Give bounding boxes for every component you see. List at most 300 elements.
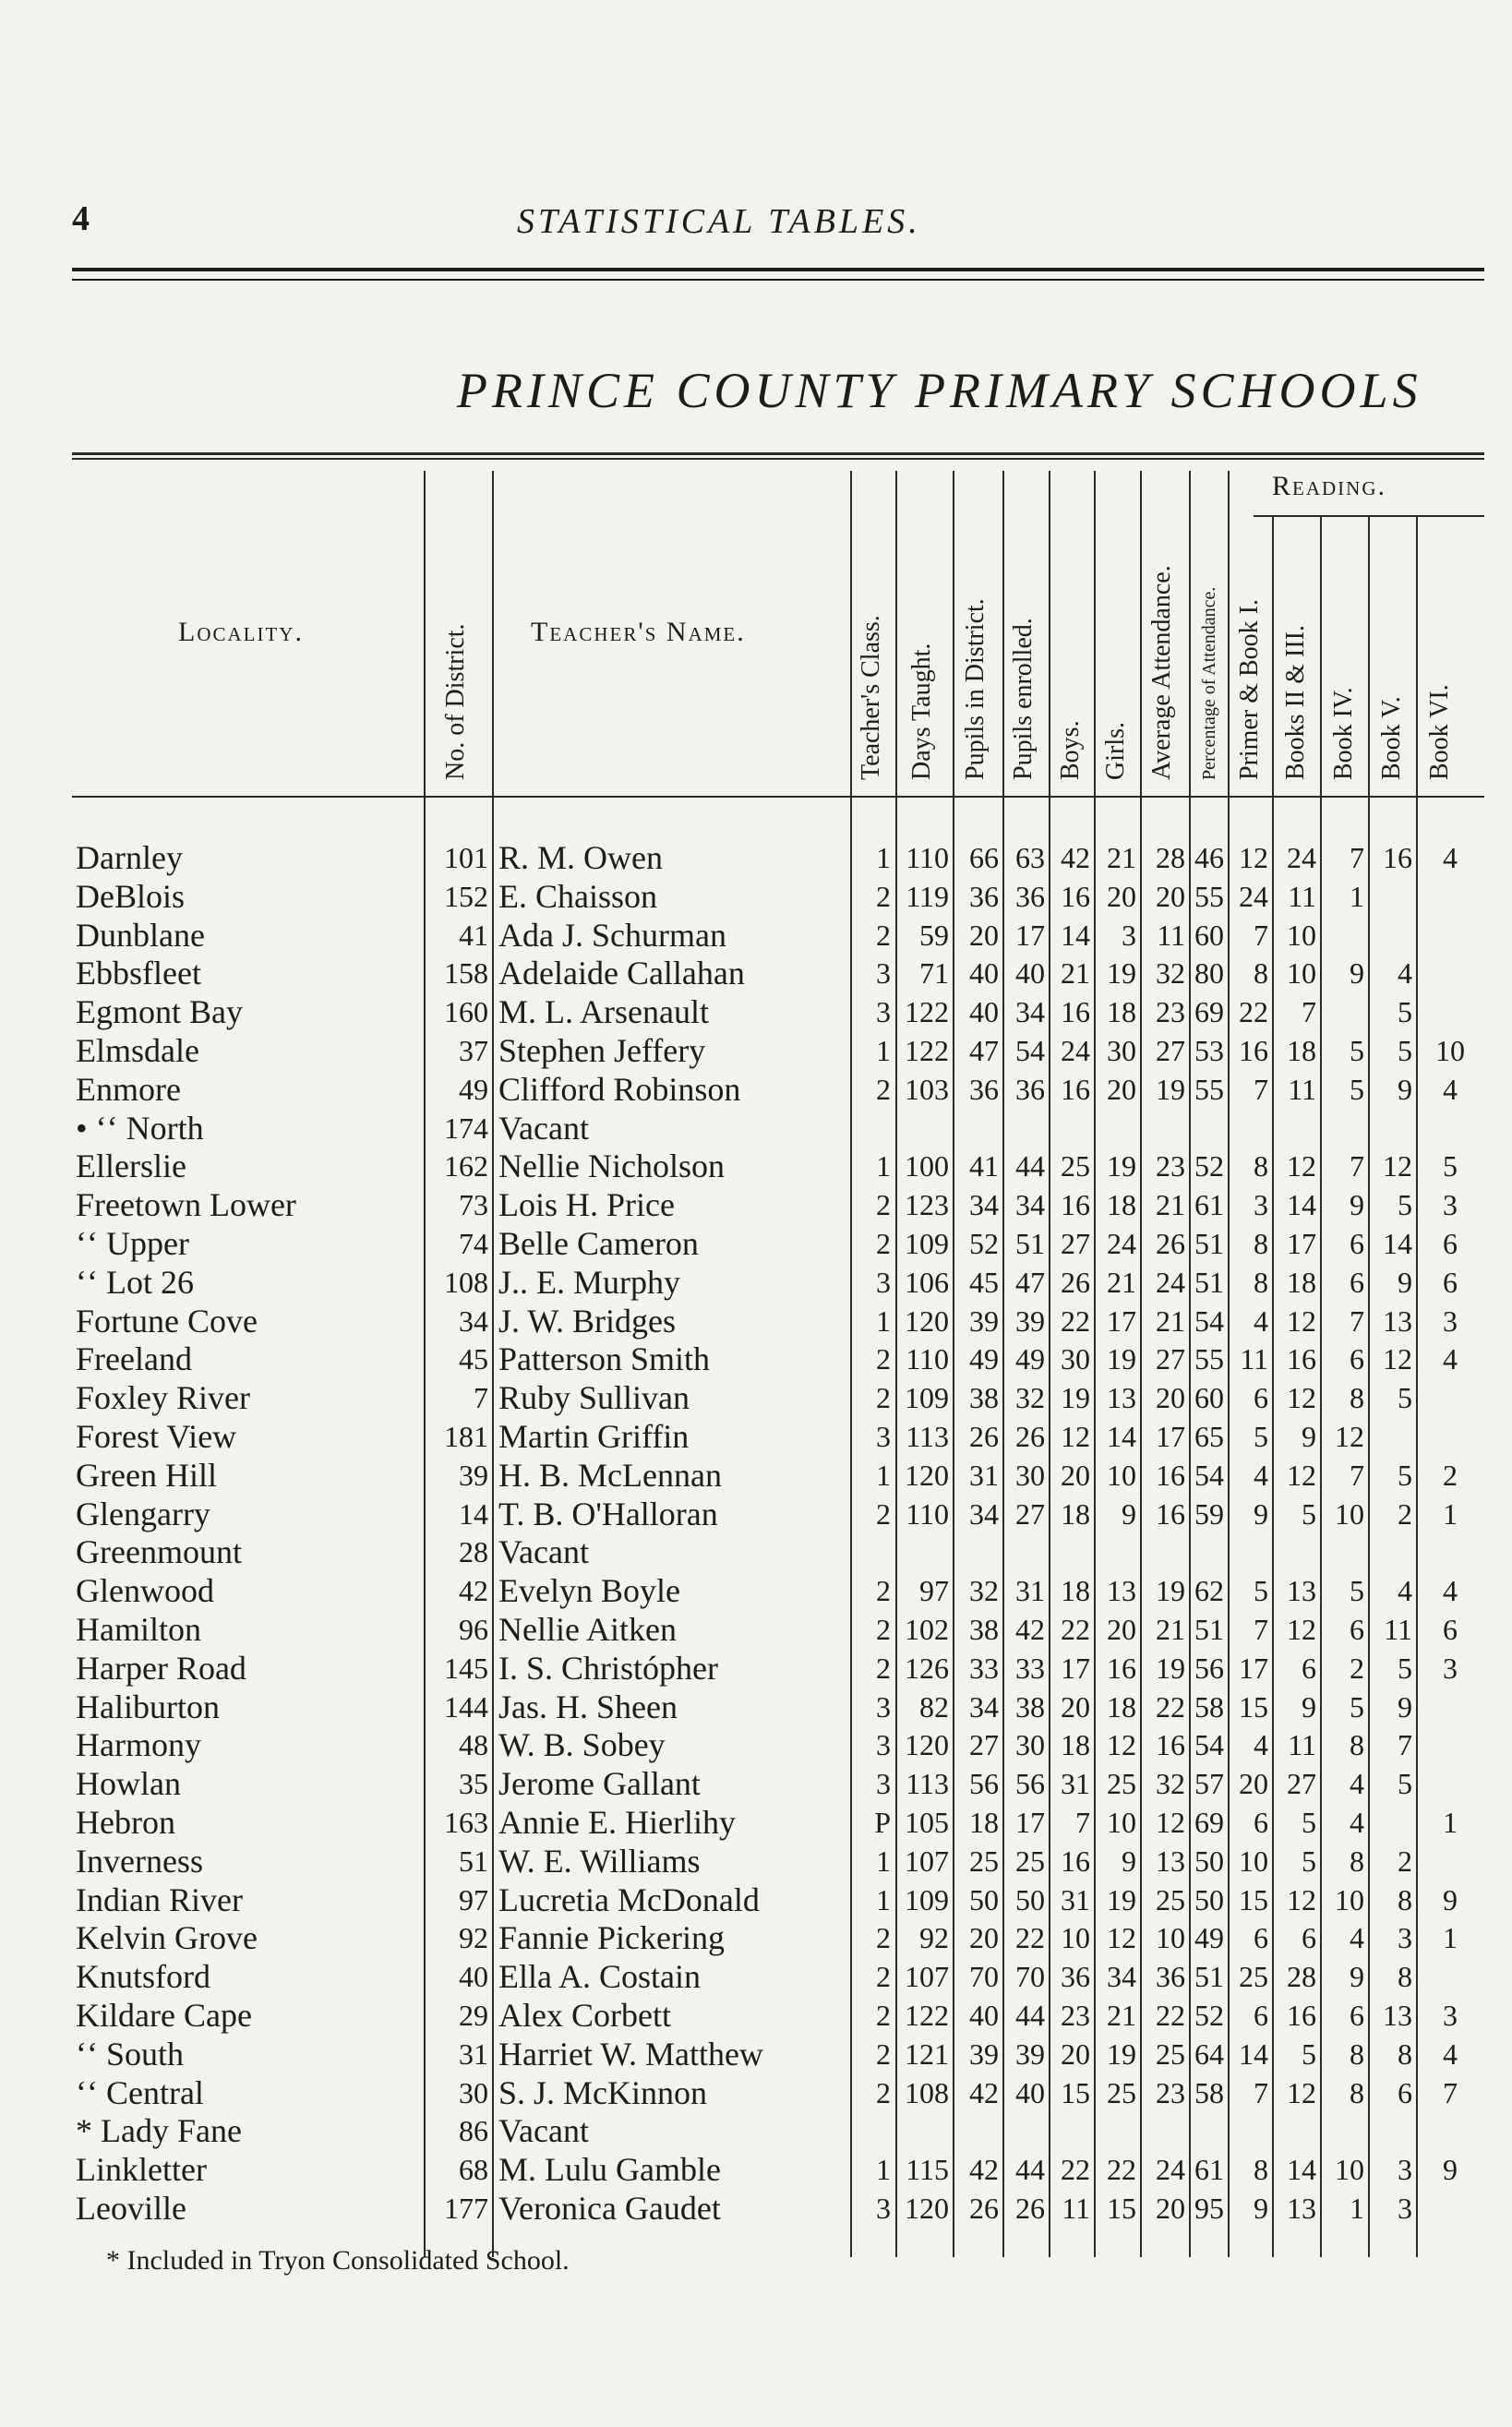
cell-b5: 9 <box>1398 1072 1412 1106</box>
cell-b4: 8 <box>1350 1381 1364 1415</box>
cell-teacher: Ruby Sullivan <box>498 1379 690 1417</box>
cell-cls: 3 <box>876 1728 891 1762</box>
cell-days: 108 <box>905 2075 949 2109</box>
cell-avg: 19 <box>1156 1072 1185 1106</box>
cell-pd: 47 <box>969 1034 999 1067</box>
cell-b5: 2 <box>1398 1496 1412 1531</box>
cell-pct: 95 <box>1194 2192 1224 2225</box>
cell-district: 163 <box>444 1806 488 1839</box>
cell-pd: 38 <box>969 1613 999 1646</box>
cell-teacher: J.. E. Murphy <box>498 1263 680 1301</box>
table-row <box>72 1610 1484 1649</box>
cell-avg: 16 <box>1156 1496 1185 1531</box>
cell-cls: 1 <box>876 1034 891 1067</box>
cell-teacher: Ella A. Costain <box>498 1958 701 1996</box>
cell-b23: 9 <box>1302 1420 1316 1453</box>
cell-b4: 5 <box>1350 1689 1364 1724</box>
table-row <box>72 1532 1484 1571</box>
cell-pd: 49 <box>969 1342 999 1376</box>
cell-b23: 16 <box>1287 1999 1316 2032</box>
cell-locality: Darnley <box>76 839 183 876</box>
cell-pd: 18 <box>969 1806 999 1839</box>
cell-pd: 25 <box>969 1844 999 1878</box>
cell-boys: 11 <box>1062 2192 1090 2225</box>
cell-locality: Inverness <box>76 1842 203 1880</box>
cell-pe: 22 <box>1015 1921 1045 1955</box>
cell-avg: 22 <box>1156 1999 1185 2032</box>
cell-pct: 51 <box>1194 1265 1224 1299</box>
cell-teacher: Veronica Gaudet <box>498 2190 721 2227</box>
header-girls: Girls. <box>1101 722 1130 780</box>
cell-district: 162 <box>444 1149 488 1183</box>
cell-pe: 44 <box>1015 2153 1045 2187</box>
cell-b1: 20 <box>1239 1767 1268 1801</box>
cell-pe: 56 <box>1015 1767 1045 1801</box>
cell-b5: 9 <box>1398 1689 1412 1724</box>
cell-cls: 2 <box>876 1072 891 1106</box>
cell-girls: 24 <box>1107 1227 1136 1260</box>
cell-b23: 9 <box>1302 1689 1316 1724</box>
cell-pd: 38 <box>969 1381 999 1415</box>
cell-boys: 25 <box>1061 1149 1090 1183</box>
cell-pct: 50 <box>1194 1844 1224 1878</box>
cell-b4: 1 <box>1350 2192 1364 2225</box>
cell-b23: 11 <box>1288 879 1316 913</box>
cell-b1: 9 <box>1254 1496 1268 1531</box>
cell-locality: ʻʻ South <box>76 2035 184 2073</box>
cell-girls: 12 <box>1107 1728 1136 1762</box>
cell-b4: 2 <box>1350 1651 1364 1685</box>
cell-locality: Linkletter <box>76 2151 207 2189</box>
cell-boys: 42 <box>1061 841 1090 874</box>
cell-locality: * Lady Fane <box>76 2112 242 2150</box>
cell-b5: 11 <box>1384 1613 1412 1646</box>
cell-pct: 51 <box>1194 1960 1224 1994</box>
cell-b1: 8 <box>1254 1149 1268 1183</box>
cell-days: 126 <box>905 1651 949 1685</box>
cell-cls: 3 <box>876 1265 891 1299</box>
header-pupils-enrolled: Pupils enrolled. <box>1009 618 1038 780</box>
cell-b23: 17 <box>1287 1227 1316 1260</box>
cell-boys: 16 <box>1061 879 1090 913</box>
cell-days: 120 <box>905 1728 949 1762</box>
cell-boys: 23 <box>1061 1999 1090 2032</box>
cell-b1: 22 <box>1239 995 1268 1029</box>
cell-b1: 4 <box>1254 1458 1268 1492</box>
cell-pct: 57 <box>1194 1767 1224 1801</box>
cell-pe: 25 <box>1015 1844 1045 1878</box>
cell-pe: 42 <box>1015 1613 1045 1646</box>
cell-pct: 51 <box>1194 1227 1224 1260</box>
cell-pe: 17 <box>1015 918 1045 952</box>
cell-pd: 31 <box>969 1458 999 1492</box>
header-district: No. of District. <box>441 623 470 780</box>
cell-avg: 17 <box>1156 1420 1185 1453</box>
cell-girls: 25 <box>1107 1767 1136 1801</box>
cell-b4: 5 <box>1350 1574 1364 1608</box>
table-row <box>72 1147 1484 1185</box>
cell-b4: 1 <box>1350 879 1364 913</box>
cell-avg: 19 <box>1156 1574 1185 1608</box>
cell-district: 160 <box>444 995 488 1029</box>
cell-pct: 54 <box>1194 1458 1224 1492</box>
cell-pd: 50 <box>969 1882 999 1916</box>
cell-boys: 16 <box>1061 1072 1090 1106</box>
cell-b6: 7 <box>1443 2075 1458 2109</box>
cell-pd: 70 <box>969 1960 999 1994</box>
cell-days: 97 <box>919 1574 949 1608</box>
cell-cls: 1 <box>876 1304 891 1338</box>
cell-b5: 2 <box>1398 1844 1412 1878</box>
cell-district: 181 <box>444 1420 488 1453</box>
cell-b5: 7 <box>1398 1728 1412 1762</box>
cell-pct: 49 <box>1194 1921 1224 1955</box>
cell-cls: 3 <box>876 1689 891 1724</box>
cell-avg: 25 <box>1156 1882 1185 1916</box>
cell-locality: Greenmount <box>76 1533 242 1571</box>
cell-pe: 36 <box>1015 879 1045 913</box>
cell-b5: 3 <box>1398 1921 1412 1955</box>
cell-locality: Leoville <box>76 2190 186 2227</box>
cell-cls: 2 <box>876 1999 891 2032</box>
cell-teacher: S. J. McKinnon <box>498 2073 708 2111</box>
cell-teacher: H. B. McLennan <box>498 1456 722 1494</box>
cell-district: 45 <box>459 1342 488 1376</box>
cell-girls: 19 <box>1107 1149 1136 1183</box>
cell-b5: 14 <box>1383 1227 1412 1260</box>
cell-avg: 12 <box>1156 1806 1185 1839</box>
cell-boys: 24 <box>1061 1034 1090 1067</box>
cell-locality: Dunblane <box>76 916 205 954</box>
cell-b6: 1 <box>1443 1806 1458 1839</box>
cell-girls: 21 <box>1107 841 1136 874</box>
cell-pct: 61 <box>1194 2153 1224 2187</box>
cell-girls: 18 <box>1107 995 1136 1029</box>
header-boys: Boys. <box>1056 720 1085 780</box>
cell-locality: ʻʻ Upper <box>76 1225 189 1262</box>
cell-pe: 44 <box>1015 1999 1045 2032</box>
cell-b4: 9 <box>1350 1960 1364 1994</box>
table-row <box>72 1957 1484 1996</box>
cell-pd: 40 <box>969 956 999 991</box>
cell-b23: 10 <box>1287 918 1316 952</box>
cell-b23: 18 <box>1287 1265 1316 1299</box>
cell-pe: 26 <box>1015 2192 1045 2225</box>
cell-pe: 50 <box>1015 1882 1045 1916</box>
cell-avg: 16 <box>1156 1458 1185 1492</box>
cell-locality: • ʻʻ North <box>76 1109 204 1147</box>
cell-b1: 8 <box>1254 1227 1268 1260</box>
cell-b6: 6 <box>1443 1265 1458 1299</box>
cell-avg: 20 <box>1156 1381 1185 1415</box>
cell-b4: 7 <box>1350 1149 1364 1183</box>
cell-locality: Haliburton <box>76 1688 220 1725</box>
cell-cls: 1 <box>876 841 891 874</box>
cell-district: 37 <box>459 1034 488 1067</box>
cell-cls: 2 <box>876 2075 891 2109</box>
header-rule-thick <box>72 268 1484 271</box>
cell-district: 145 <box>444 1651 488 1685</box>
cell-b4: 12 <box>1335 1420 1364 1453</box>
cell-pd: 33 <box>969 1651 999 1685</box>
cell-boys: 26 <box>1061 1265 1090 1299</box>
cell-b1: 15 <box>1239 1882 1268 1916</box>
header-pupils-district: Pupils in District. <box>961 598 990 780</box>
cell-b4: 10 <box>1335 1496 1364 1531</box>
cell-b1: 4 <box>1254 1304 1268 1338</box>
cell-pct: 65 <box>1194 1420 1224 1453</box>
cell-b4: 8 <box>1350 2075 1364 2109</box>
cell-pd: 34 <box>969 1496 999 1531</box>
cell-b6: 3 <box>1443 1188 1458 1222</box>
cell-b4: 8 <box>1350 2037 1364 2071</box>
cell-b23: 18 <box>1287 1034 1316 1067</box>
cell-days: 106 <box>905 1265 949 1299</box>
cell-pd: 40 <box>969 995 999 1029</box>
header-teacher-class: Teacher's Class. <box>857 615 885 780</box>
cell-cls: 2 <box>876 1574 891 1608</box>
cell-girls: 18 <box>1107 1689 1136 1724</box>
cell-district: 31 <box>459 2037 488 2071</box>
cell-b4: 8 <box>1350 1844 1364 1878</box>
cell-district: 152 <box>444 879 488 913</box>
cell-district: 86 <box>459 2114 488 2148</box>
cell-b6: 9 <box>1443 1882 1458 1916</box>
cell-b23: 24 <box>1287 841 1316 874</box>
cell-pct: 46 <box>1194 841 1224 874</box>
cell-days: 59 <box>919 918 949 952</box>
cell-locality: Glenwood <box>76 1572 214 1610</box>
cell-teacher: Patterson Smith <box>498 1340 711 1378</box>
cell-girls: 16 <box>1107 1651 1136 1685</box>
cell-cls: 2 <box>876 879 891 913</box>
cell-b5: 8 <box>1398 1960 1412 1994</box>
cell-girls: 20 <box>1107 1072 1136 1106</box>
cell-avg: 20 <box>1156 2192 1185 2225</box>
table-row <box>72 2035 1484 2073</box>
cell-district: 40 <box>459 1960 488 1994</box>
cell-boys: 19 <box>1061 1381 1090 1415</box>
cell-boys: 16 <box>1061 1188 1090 1222</box>
cell-pe: 17 <box>1015 1806 1045 1839</box>
cell-b1: 5 <box>1254 1574 1268 1608</box>
cell-b5: 8 <box>1398 2037 1412 2071</box>
cell-boys: 22 <box>1061 1613 1090 1646</box>
cell-locality: Kelvin Grove <box>76 1919 258 1957</box>
cell-teacher: E. Chaisson <box>498 877 658 915</box>
cell-pe: 63 <box>1015 841 1045 874</box>
cell-pd: 36 <box>969 879 999 913</box>
cell-teacher: Vacant <box>498 2112 589 2150</box>
cell-locality: Knutsford <box>76 1958 210 1996</box>
cell-girls: 21 <box>1107 1999 1136 2032</box>
cell-b1: 8 <box>1254 2153 1268 2187</box>
table-row <box>72 1688 1484 1726</box>
table-row <box>72 1302 1484 1340</box>
cell-b6: 4 <box>1443 1574 1458 1608</box>
cell-b23: 5 <box>1302 2037 1316 2071</box>
cell-days: 122 <box>905 995 949 1029</box>
cell-girls: 10 <box>1107 1458 1136 1492</box>
cell-cls: 2 <box>876 1613 891 1646</box>
cell-teacher: M. L. Arsenault <box>498 993 709 1031</box>
cell-boys: 10 <box>1061 1921 1090 1955</box>
cell-pe: 39 <box>1015 2037 1045 2071</box>
header-reading: Reading. <box>1272 471 1386 501</box>
cell-b23: 14 <box>1287 2153 1316 2187</box>
cell-teacher: Jerome Gallant <box>498 1765 701 1803</box>
cell-cls: 2 <box>876 1960 891 1994</box>
cell-girls: 17 <box>1107 1304 1136 1338</box>
cell-avg: 28 <box>1156 841 1185 874</box>
cell-avg: 21 <box>1156 1188 1185 1222</box>
cell-days: 109 <box>905 1882 949 1916</box>
cell-girls: 14 <box>1107 1420 1136 1453</box>
cell-girls: 15 <box>1107 2192 1136 2225</box>
cell-girls: 12 <box>1107 1921 1136 1955</box>
cell-girls: 3 <box>1122 918 1136 952</box>
cell-district: 48 <box>459 1728 488 1762</box>
cell-cls: 1 <box>876 1458 891 1492</box>
cell-b6: 4 <box>1443 1072 1458 1106</box>
table-row <box>72 1725 1484 1764</box>
cell-district: 96 <box>459 1613 488 1646</box>
cell-pe: 44 <box>1015 1149 1045 1183</box>
table-row <box>72 1495 1484 1533</box>
cell-district: 29 <box>459 1999 488 2032</box>
table-top-rule <box>72 452 1484 455</box>
cell-district: 74 <box>459 1227 488 1260</box>
cell-avg: 21 <box>1156 1304 1185 1338</box>
header-days-taught: Days Taught. <box>907 643 936 780</box>
cell-b4: 6 <box>1350 1227 1364 1260</box>
cell-days: 110 <box>906 1496 949 1531</box>
cell-locality: Green Hill <box>76 1456 217 1494</box>
cell-avg: 24 <box>1156 2153 1185 2187</box>
cell-days: 121 <box>905 2037 949 2071</box>
cell-b6: 3 <box>1443 1304 1458 1338</box>
cell-b23: 28 <box>1287 1960 1316 1994</box>
cell-b5: 8 <box>1398 1882 1412 1916</box>
cell-boys: 20 <box>1061 1458 1090 1492</box>
cell-b1: 6 <box>1254 1999 1268 2032</box>
cell-pd: 39 <box>969 2037 999 2071</box>
cell-b6: 1 <box>1443 1496 1458 1531</box>
cell-pd: 42 <box>969 2075 999 2109</box>
cell-b5: 5 <box>1398 1188 1412 1222</box>
cell-cls: 1 <box>876 2153 891 2187</box>
cell-b23: 5 <box>1302 1844 1316 1878</box>
cell-boys: 18 <box>1061 1574 1090 1608</box>
cell-b5: 5 <box>1398 995 1412 1029</box>
cell-girls: 9 <box>1122 1844 1136 1878</box>
cell-boys: 20 <box>1061 2037 1090 2071</box>
cell-pct: 64 <box>1194 2037 1224 2071</box>
cell-b1: 7 <box>1254 1613 1268 1646</box>
cell-b23: 16 <box>1287 1342 1316 1376</box>
cell-pct: 50 <box>1194 1882 1224 1916</box>
cell-b4: 5 <box>1350 1072 1364 1106</box>
cell-b6: 5 <box>1443 1149 1458 1183</box>
cell-district: 92 <box>459 1921 488 1955</box>
cell-b4: 7 <box>1350 1458 1364 1492</box>
cell-district: 7 <box>474 1381 488 1415</box>
cell-girls: 10 <box>1107 1806 1136 1839</box>
cell-days: 100 <box>905 1149 949 1183</box>
cell-b1: 25 <box>1239 1960 1268 1994</box>
cell-b1: 16 <box>1239 1034 1268 1067</box>
cell-teacher: Clifford Robinson <box>498 1070 741 1108</box>
cell-pd: 56 <box>969 1767 999 1801</box>
cell-pd: 20 <box>969 1921 999 1955</box>
cell-district: 158 <box>444 956 488 991</box>
cell-boys: 16 <box>1061 995 1090 1029</box>
table-row <box>72 1031 1484 1070</box>
cell-pct: 69 <box>1194 995 1224 1029</box>
cell-b6: 6 <box>1443 1613 1458 1646</box>
cell-avg: 11 <box>1157 918 1185 952</box>
cell-days: 71 <box>919 956 949 991</box>
cell-b1: 24 <box>1239 879 1268 913</box>
cell-b23: 27 <box>1287 1767 1316 1801</box>
cell-district: 144 <box>444 1689 488 1724</box>
cell-boys: 27 <box>1061 1227 1090 1260</box>
cell-pct: 58 <box>1194 2075 1224 2109</box>
cell-b1: 8 <box>1254 1265 1268 1299</box>
cell-b23: 5 <box>1302 1806 1316 1839</box>
cell-avg: 32 <box>1156 956 1185 991</box>
cell-b4: 10 <box>1335 1882 1364 1916</box>
cell-cls: 2 <box>876 2037 891 2071</box>
cell-b4: 9 <box>1350 956 1364 991</box>
cell-b1: 6 <box>1254 1806 1268 1839</box>
cell-days: 115 <box>906 2153 949 2187</box>
cell-girls: 13 <box>1107 1574 1136 1608</box>
cell-pe: 36 <box>1015 1072 1045 1106</box>
header-books-2-3: Books II & III. <box>1281 625 1310 780</box>
cell-b1: 14 <box>1239 2037 1268 2071</box>
cell-boys: 12 <box>1061 1420 1090 1453</box>
cell-days: 110 <box>906 1342 949 1376</box>
cell-avg: 23 <box>1156 1149 1185 1183</box>
cell-girls: 34 <box>1107 1960 1136 1994</box>
cell-district: 108 <box>444 1265 488 1299</box>
cell-avg: 13 <box>1156 1844 1185 1878</box>
statistics-table <box>72 452 1484 2266</box>
cell-b23: 11 <box>1288 1728 1316 1762</box>
cell-b6: 4 <box>1443 1342 1458 1376</box>
table-row <box>72 1378 1484 1417</box>
cell-avg: 21 <box>1156 1613 1185 1646</box>
header-teacher: Teacher's Name. <box>531 617 746 647</box>
cell-pct: 51 <box>1194 1613 1224 1646</box>
cell-locality: Kildare Cape <box>76 1997 252 2034</box>
cell-locality: Indian River <box>76 1880 243 1918</box>
cell-b4: 10 <box>1335 2153 1364 2187</box>
cell-avg: 22 <box>1156 1689 1185 1724</box>
cell-b4: 6 <box>1350 1999 1364 2032</box>
cell-days: 110 <box>906 841 949 874</box>
table-row <box>72 1263 1484 1302</box>
cell-pe: 27 <box>1015 1496 1045 1531</box>
cell-pct: 58 <box>1194 1689 1224 1724</box>
cell-b23: 12 <box>1287 2075 1316 2109</box>
cell-days: 119 <box>906 879 949 913</box>
cell-pe: 30 <box>1015 1728 1045 1762</box>
cell-pct: 56 <box>1194 1651 1224 1685</box>
cell-locality: Fortune Cove <box>76 1302 258 1340</box>
cell-pd: 27 <box>969 1728 999 1762</box>
